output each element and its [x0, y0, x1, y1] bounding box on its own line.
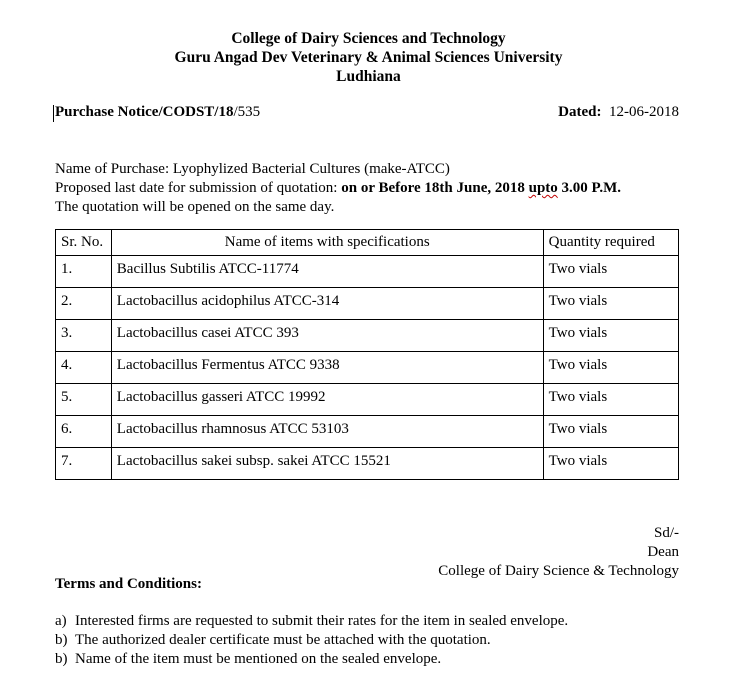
college-name: College of Dairy Sciences and Technology [231, 30, 506, 47]
header-sr-no: Sr. No. [56, 230, 112, 256]
cell-item: Bacillus Subtilis ATCC-11774 [111, 256, 543, 288]
terms-list [55, 612, 568, 669]
cell-qty: Two vials [543, 352, 678, 384]
table-row [56, 320, 679, 352]
cell-sr: 3. [56, 320, 112, 352]
table-row [56, 288, 679, 320]
list-item [55, 631, 568, 650]
deadline-time: 3.00 P.M. [561, 180, 621, 196]
cell-qty: Two vials [543, 384, 678, 416]
table-row [56, 384, 679, 416]
term-text: Name of the item must be mentioned on the sealed envelope. [75, 651, 442, 667]
purchase-details [55, 160, 695, 217]
notice-label: Purchase Notice/CODST/ [55, 104, 219, 120]
list-item [55, 650, 568, 669]
signature-block [438, 524, 679, 581]
cell-sr: 7. [56, 448, 112, 480]
cell-item: Lactobacillus Fermentus ATCC 9338 [111, 352, 543, 384]
table-row [56, 352, 679, 384]
term-text: Interested firms are requested to submit their rates for the item in sealed envelope. [75, 613, 569, 629]
cell-item: Lactobacillus rhamnosus ATCC 53103 [111, 416, 543, 448]
purchase-name-line: Name of Purchase: Lyophylized Bacterial Cultures (make-ATCC) [55, 161, 450, 177]
cell-item: Lactobacillus sakei subsp. sakei ATCC 15521 [111, 448, 543, 480]
cell-sr: 6. [56, 416, 112, 448]
cell-item: Lactobacillus gasseri ATCC 19992 [111, 384, 543, 416]
cell-sr: 1. [56, 256, 112, 288]
term-marker: a) [55, 613, 67, 629]
signature-sd: Sd/- [653, 525, 679, 541]
list-item [55, 612, 568, 631]
city-name: Ludhiana [336, 68, 401, 85]
header-quantity: Quantity required [543, 230, 678, 256]
dated-label: Dated: [558, 104, 602, 120]
notice-number-rest: /535 [233, 104, 261, 120]
cell-item: Lactobacillus casei ATCC 393 [111, 320, 543, 352]
notice-row [55, 104, 679, 124]
cell-qty: Two vials [543, 256, 678, 288]
cell-qty: Two vials [543, 288, 678, 320]
deadline-line [55, 179, 695, 198]
dated-value: 12-06-2018 [609, 104, 679, 120]
term-marker: b) [55, 651, 68, 667]
table-row [56, 256, 679, 288]
university-name: Guru Angad Dev Veterinary & Animal Sciences University [174, 49, 563, 66]
term-text: The authorized dealer certificate must be attached with the quotation. [75, 632, 491, 648]
cell-sr: 4. [56, 352, 112, 384]
table-header-row [56, 230, 679, 256]
deadline-date: on or Before 18th June, 2018 [341, 180, 525, 196]
signature-org: College of Dairy Science & Technology [438, 563, 679, 579]
notice-number [55, 104, 260, 121]
deadline-upto: upto [528, 180, 558, 196]
cell-item: Lactobacillus acidophilus ATCC-314 [111, 288, 543, 320]
terms-title: Terms and Conditions: [55, 576, 202, 592]
text-cursor [53, 105, 54, 122]
notice-date [558, 104, 679, 121]
signature-title: Dean [647, 544, 679, 560]
opening-line: The quotation will be opened on the same day. [55, 199, 335, 215]
cell-sr: 5. [56, 384, 112, 416]
cell-qty: Two vials [543, 416, 678, 448]
cell-sr: 2. [56, 288, 112, 320]
table-row [56, 448, 679, 480]
cell-qty: Two vials [543, 320, 678, 352]
cell-qty: Two vials [543, 448, 678, 480]
notice-number-bold: 18 [218, 104, 234, 120]
document-header [0, 29, 737, 86]
items-table [55, 229, 679, 480]
term-marker: b) [55, 632, 68, 648]
header-item-name: Name of items with specifications [111, 230, 543, 256]
table-row [56, 416, 679, 448]
deadline-prefix: Proposed last date for submission of quotation: [55, 180, 338, 196]
